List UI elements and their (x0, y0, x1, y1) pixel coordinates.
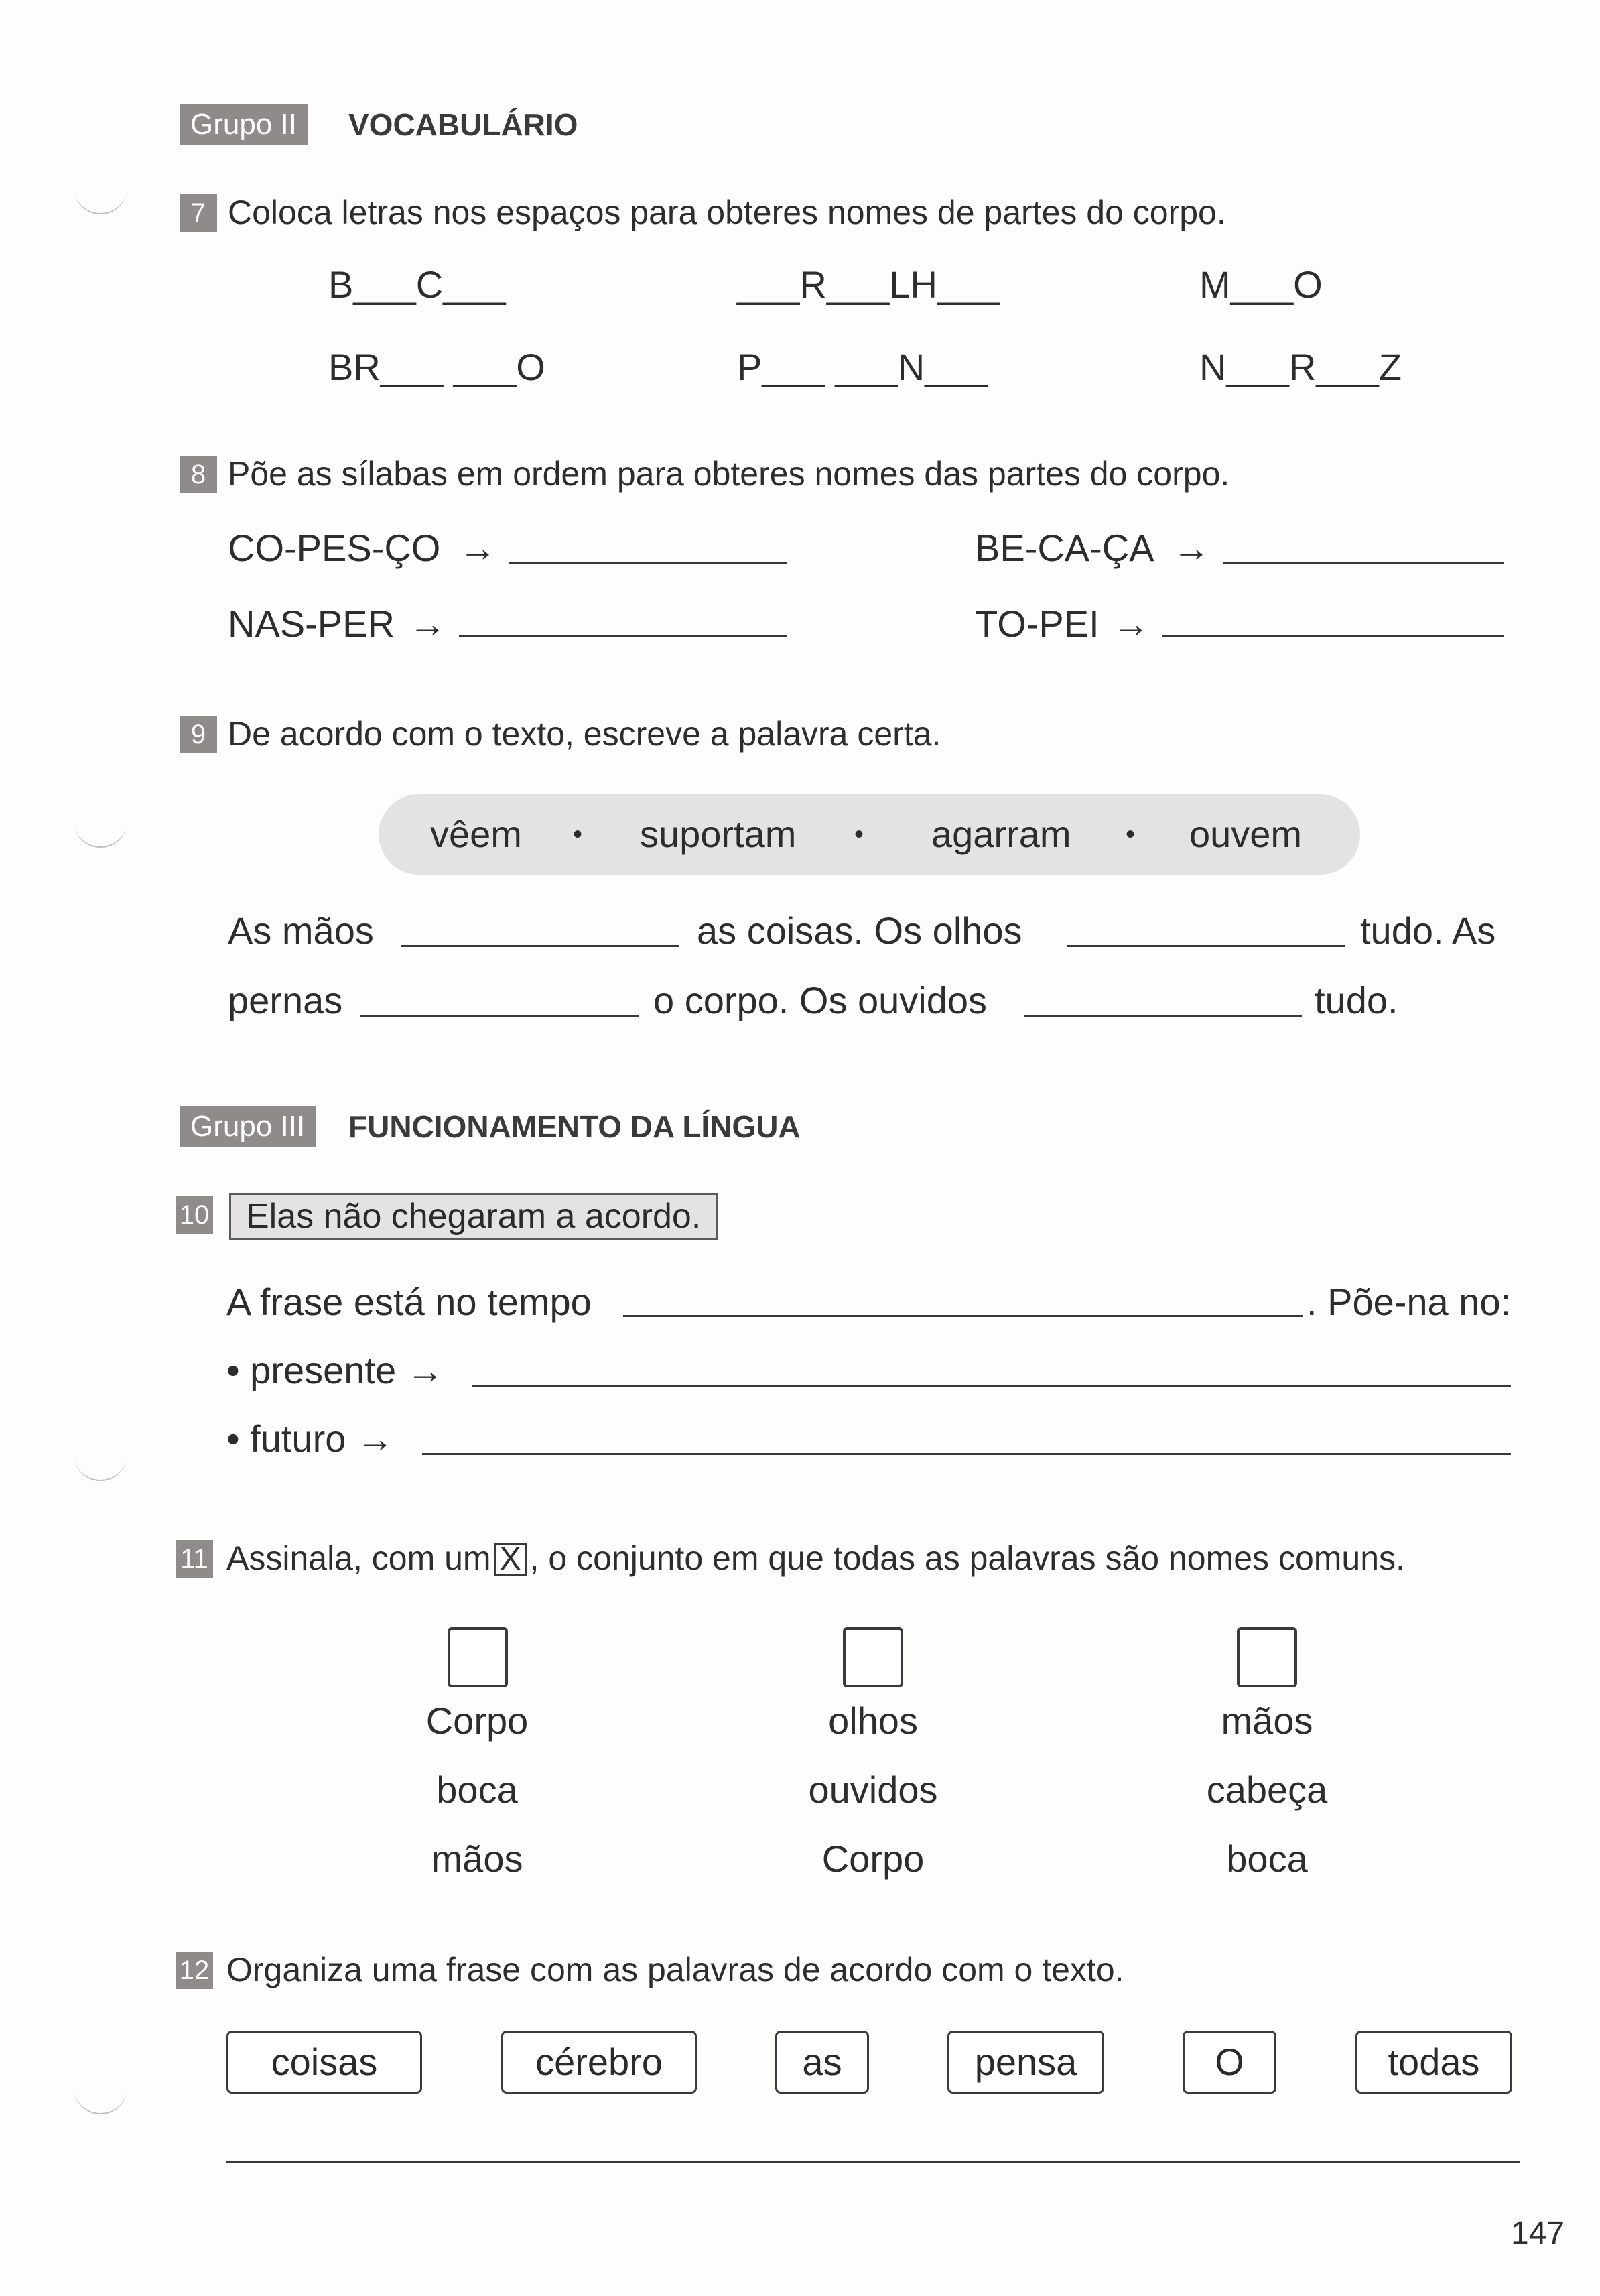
q8-arrow-2: → (1173, 527, 1210, 569)
q8-answer-line-2[interactable] (1223, 562, 1504, 564)
q8-item-4: TO-PEI (975, 602, 1099, 645)
question-7-number: 7 (180, 194, 217, 232)
question-12-number: 12 (176, 1952, 213, 1989)
q11-set-3-word: mãos (1221, 1700, 1313, 1742)
question-9-text: De acordo com o texto, escreve a palavra certa. (228, 715, 941, 753)
q10-present-label: • presente → (226, 1349, 444, 1391)
q12-word-card[interactable]: pensa (947, 2031, 1104, 2094)
q7-word-5: P___ ___N___ (737, 346, 988, 388)
q7-word-3: M___O (1199, 263, 1323, 306)
q8-item-3: NAS-PER (228, 602, 395, 645)
q9-blank-3[interactable] (360, 1015, 639, 1017)
question-11-text (226, 1537, 1405, 1579)
q8-arrow-4: → (1112, 602, 1150, 645)
q8-answer-line-4[interactable] (1162, 635, 1504, 637)
q9-blank-4[interactable] (1024, 1015, 1302, 1017)
q10-future-label: • futuro → (226, 1417, 394, 1460)
question-7-text: Coloca letras nos espaços para obteres nomes de partes do corpo. (228, 194, 1226, 231)
bullet-separator: • (573, 820, 583, 849)
q12-answer-line[interactable] (226, 2161, 1520, 2163)
q8-answer-line-3[interactable] (459, 635, 787, 637)
q8-item-2: BE-CA-ÇA (975, 527, 1154, 569)
q7-word-6: N___R___Z (1199, 346, 1402, 388)
q9-text-segment: tudo. As (1360, 909, 1496, 952)
q12-word-card[interactable]: O (1183, 2031, 1276, 2094)
q11-set-2-word: olhos (828, 1700, 918, 1742)
q11-set-1-word: mãos (431, 1838, 523, 1880)
question-11-number: 11 (176, 1540, 213, 1578)
q11-checkbox-2[interactable] (843, 1627, 903, 1687)
bullet-separator: • (854, 820, 864, 849)
q7-word-4: BR___ ___O (328, 346, 545, 388)
q8-arrow-3: → (409, 602, 446, 645)
q10-present-blank[interactable] (472, 1385, 1511, 1387)
word-bank-option: agarram (931, 813, 1071, 855)
q10-prompt: A frase está no tempo (226, 1281, 592, 1323)
q11-set-3-word: cabeça (1206, 1769, 1328, 1811)
q7-word-1: B___C___ (328, 263, 506, 306)
q9-text-segment: tudo. (1315, 979, 1398, 1021)
q10-prompt-end: . Põe-na no: (1307, 1281, 1512, 1323)
group-2-badge: Grupo II (180, 104, 308, 145)
q8-item-1: CO-PES-ÇO (228, 527, 441, 569)
margin-curl (74, 188, 127, 214)
question-10-number: 10 (176, 1196, 213, 1234)
group-3-badge: Grupo III (180, 1106, 316, 1147)
q8-answer-line-1[interactable] (509, 562, 787, 564)
q11-set-3-word: boca (1226, 1838, 1308, 1880)
x-mark-box: X (494, 1543, 527, 1576)
group-3-title: FUNCIONAMENTO DA LÍNGUA (348, 1109, 801, 1144)
q11-set-2-word: Corpo (821, 1838, 925, 1880)
word-bank-option: ouvem (1189, 813, 1303, 855)
margin-curl (74, 2088, 127, 2114)
page-number: 147 (1511, 2216, 1565, 2251)
q9-text-segment: as coisas. Os olhos (697, 909, 1022, 952)
bullet-separator: • (1126, 820, 1136, 849)
question-12-text: Organiza uma frase com as palavras de acordo com o texto. (226, 1951, 1124, 1988)
q12-word-card[interactable]: cérebro (501, 2031, 697, 2094)
q11-set-1-word: Corpo (425, 1700, 529, 1742)
q9-text-segment: As mãos (228, 909, 374, 952)
q11-checkbox-1[interactable] (448, 1627, 508, 1687)
word-bank-option: vêem (430, 813, 522, 855)
q9-blank-2[interactable] (1067, 945, 1345, 947)
q11-set-2-word: ouvidos (808, 1769, 938, 1811)
q10-future-blank[interactable] (422, 1453, 1511, 1455)
q7-word-2: ___R___LH___ (737, 263, 1000, 306)
q10-sentence-box: Elas não chegaram a acordo. (229, 1193, 718, 1240)
q9-text-segment: o corpo. Os ouvidos (653, 979, 988, 1021)
word-bank-option: suportam (640, 813, 797, 855)
q11-checkbox-3[interactable] (1237, 1627, 1297, 1687)
question-8-number: 8 (180, 456, 217, 493)
q12-word-card[interactable]: as (775, 2031, 869, 2094)
margin-curl (74, 821, 127, 848)
group-2-title: VOCABULÁRIO (348, 107, 578, 142)
margin-curl (74, 1454, 127, 1481)
q11-text-before: Assinala, com um (226, 1539, 491, 1577)
q11-set-1-word: boca (436, 1769, 518, 1811)
q10-tense-blank[interactable] (623, 1315, 1303, 1317)
q11-text-after: , o conjunto em que todas as palavras são nomes comuns. (529, 1539, 1405, 1577)
q8-arrow-1: → (459, 527, 496, 569)
q9-text-segment: pernas (228, 979, 343, 1021)
question-8-text: Põe as sílabas em ordem para obteres nomes das partes do corpo. (228, 455, 1230, 493)
q9-blank-1[interactable] (401, 945, 679, 947)
question-9-number: 9 (180, 716, 217, 753)
q12-word-card[interactable]: todas (1355, 2031, 1512, 2094)
q12-word-card[interactable]: coisas (226, 2031, 422, 2094)
